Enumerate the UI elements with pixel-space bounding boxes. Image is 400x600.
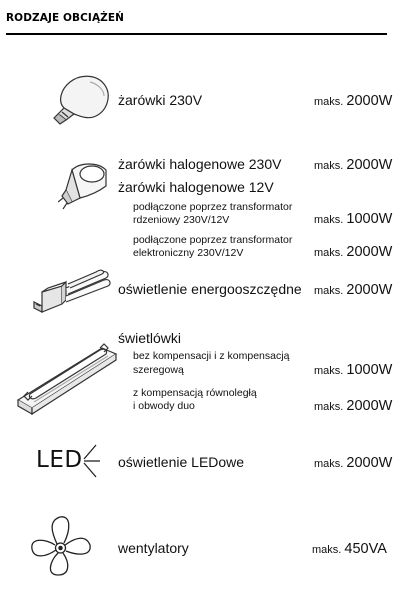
max-value: 2000W (346, 282, 393, 298)
energy-max (314, 283, 392, 298)
halogen12-elec-line2: elektroniczny 230V/12V (133, 247, 244, 259)
light-bulb-icon (50, 72, 114, 128)
max-value: 2000W (346, 455, 393, 471)
fluo-parallel-line1: z kompensacją równoległą (133, 387, 257, 399)
led-label: oświetlenie LEDowe (118, 454, 245, 470)
max-prefix: maks. (314, 365, 344, 377)
fluorescent-tube-icon (16, 338, 118, 416)
max-prefix: maks. (312, 544, 342, 556)
max-value: 2000W (346, 93, 393, 109)
max-prefix: maks. (314, 247, 344, 259)
fan-icon (30, 513, 92, 579)
max-value: 2000W (346, 157, 393, 173)
led-icon-text: LED (36, 447, 83, 473)
section-title: RODZAJE OBCIĄŻEŃ (6, 12, 125, 24)
bulb-label: żarówki 230V (118, 92, 203, 108)
halogen12-elec-line1: podłączone poprzez transformator (133, 234, 293, 246)
max-prefix: maks. (314, 285, 344, 297)
max-prefix: maks. (314, 160, 344, 172)
max-value: 2000W (346, 398, 393, 414)
halogen12-elec-max (314, 245, 392, 260)
halogen230-max (314, 158, 392, 173)
header-divider (6, 33, 387, 35)
max-prefix: maks. (314, 458, 344, 470)
max-prefix: maks. (314, 401, 344, 413)
max-prefix: maks. (314, 96, 344, 108)
fan-label: wentylatory (118, 540, 189, 556)
bulb-max (314, 94, 392, 109)
halogen12-core-max (314, 212, 392, 227)
max-value: 1000W (346, 211, 393, 227)
halogen12-core-line2: rdzeniowy 230V/12V (133, 214, 230, 226)
halogen12-label: żarówki halogenowe 12V (118, 179, 274, 195)
halogen12-core-line1: podłączone poprzez transformator (133, 201, 293, 213)
fluo-parallel-max (314, 399, 392, 414)
led-icon (80, 441, 102, 481)
fluo-serial-max (314, 363, 392, 378)
max-value: 2000W (346, 244, 393, 260)
fluo-serial-line1: bez kompensacji i z kompensacją (133, 350, 290, 362)
fluo-parallel-line2: i obwody duo (133, 400, 195, 412)
fluo-serial-line2: szeregową (133, 364, 184, 376)
energy-label: oświetlenie energooszczędne (118, 281, 302, 297)
fan-max (312, 542, 387, 557)
max-value: 450VA (344, 541, 387, 557)
max-value: 1000W (346, 362, 393, 378)
max-prefix: maks. (314, 214, 344, 226)
led-max (314, 456, 392, 471)
fluo-label: świetlówki (118, 330, 182, 346)
halogen230-label: żarówki halogenowe 230V (118, 156, 282, 172)
halogen-bulb-icon (58, 160, 110, 216)
energy-saving-lamp-icon (32, 262, 112, 316)
